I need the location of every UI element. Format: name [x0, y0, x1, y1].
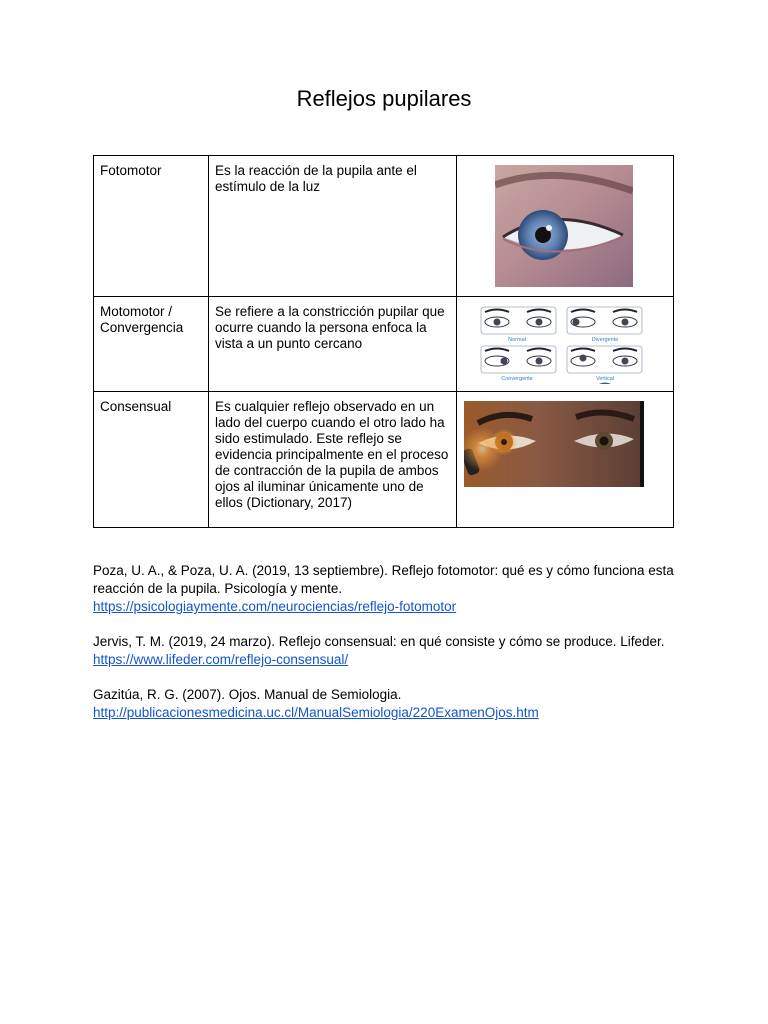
table-row-consensual	[94, 392, 674, 528]
table-row-motomotor	[94, 297, 674, 392]
reflex-description-cell: Es cualquier reflejo observado en un lado del cuerpo cuando el otro lado ha sido estimulado. Este reflejo se evidencia principalmente en el proceso de contracción de la pupila de ambos ojos al iluminar únicamente uno de ellos (Dictionary, 2017)	[209, 392, 457, 528]
reference-link[interactable]: http://publicacionesmedicina.uc.cl/ManualSemiologia/220ExamenOjos.htm	[93, 705, 539, 720]
reference-link[interactable]: https://www.lifeder.com/reflejo-consensual/	[93, 652, 349, 667]
reflex-image-cell	[457, 297, 674, 392]
reference-entry	[93, 686, 683, 722]
reference-link[interactable]: https://psicologiaymente.com/neurociencias/reflejo-fotomotor	[93, 599, 457, 614]
reflex-image-cell	[457, 156, 674, 297]
reference-text: Jervis, T. M. (2019, 24 marzo). Reflejo consensual: en qué consiste y cómo se produce. Lifeder.	[93, 634, 665, 649]
reflex-name-cell: Consensual	[94, 392, 209, 528]
blue-eye-photo	[495, 165, 633, 287]
reflex-image-cell	[457, 392, 674, 528]
reflex-description-cell: Se refiere a la constricción pupilar que ocurre cuando la persona enfoca la vista a un punto cercano	[209, 297, 457, 392]
eye-position-diagram	[479, 304, 647, 384]
diagram-label-vertical: Vertical	[595, 376, 615, 382]
reflex-description-cell: Es la reacción de la pupila ante el estímulo de la luz	[209, 156, 457, 297]
table-row-fotomotor	[94, 156, 674, 297]
reference-text: Gazitúa, R. G. (2007). Ojos. Manual de Semiologia.	[93, 687, 402, 702]
reflex-table	[93, 155, 674, 528]
diagram-label-convergente: Convergente	[501, 376, 533, 382]
reflex-name-cell: Motomotor / Convergencia	[94, 297, 209, 392]
page-title: Reflejos pupilares	[296, 86, 472, 111]
eye-pair-divergente	[567, 307, 642, 334]
eye-pair-vertical	[567, 346, 642, 373]
references-section	[93, 562, 683, 739]
eye-pair-normal	[481, 307, 556, 334]
eye-pair-convergente	[481, 346, 556, 373]
diagram-label-divergente: Divergente	[591, 337, 619, 343]
reflex-name-cell: Fotomotor	[94, 156, 209, 297]
reference-entry	[93, 562, 683, 616]
reference-entry	[93, 633, 683, 669]
light-on-eyes-photo	[464, 401, 644, 487]
diagram-label-normal: Normal	[508, 337, 526, 343]
reference-text: Poza, U. A., & Poza, U. A. (2019, 13 septiembre). Reflejo fotomotor: qué es y cómo funciona esta reacción de la pupila. Psicología y mente.	[93, 563, 674, 596]
